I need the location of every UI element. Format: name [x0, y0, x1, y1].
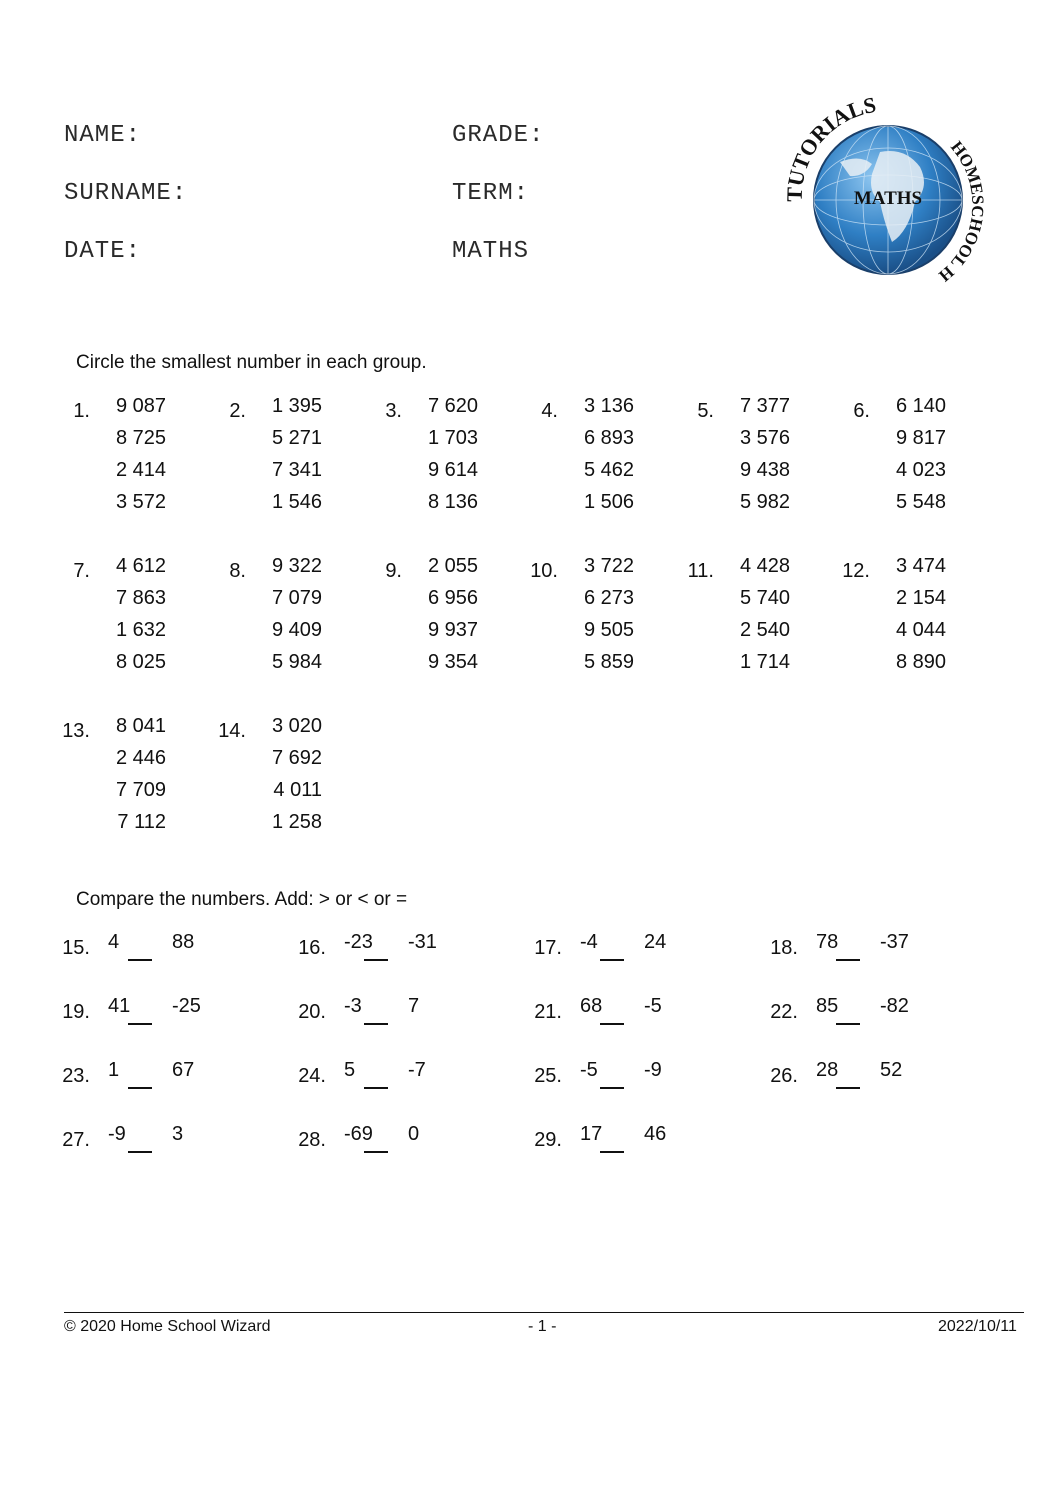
compare-item — [292, 1123, 492, 1163]
left-number: -5 — [580, 1059, 598, 1081]
number-group — [524, 394, 654, 524]
group-values — [96, 714, 166, 842]
question-number: 16. — [298, 937, 326, 959]
group-value[interactable]: 9 505 — [583, 619, 634, 641]
group-value[interactable]: 7 377 — [739, 395, 790, 417]
group-values — [876, 394, 946, 522]
question-number: 1. — [73, 400, 90, 422]
group-value[interactable]: 1 632 — [115, 619, 166, 641]
number-group — [368, 554, 498, 684]
group-values — [252, 714, 322, 842]
compare-item — [764, 1059, 964, 1099]
group-value[interactable]: 5 740 — [739, 587, 790, 609]
subject-label: MATHS — [452, 238, 530, 265]
footer-divider — [64, 1312, 1024, 1313]
group-value[interactable]: 7 112 — [117, 811, 166, 833]
group-values — [252, 394, 322, 522]
group-value[interactable]: 9 614 — [427, 459, 478, 481]
left-number: 85 — [816, 995, 839, 1017]
group-value[interactable]: 9 817 — [895, 427, 946, 449]
group-value[interactable]: 6 140 — [895, 395, 946, 417]
right-number: 52 — [880, 1059, 903, 1081]
group-values — [564, 554, 634, 682]
number-group — [212, 554, 342, 684]
footer-date: 2022/10/11 — [938, 1318, 1017, 1335]
answer-blank[interactable] — [128, 1087, 152, 1089]
group-values — [96, 394, 166, 522]
grade-label: GRADE: — [452, 122, 545, 149]
number-group — [680, 394, 810, 524]
group-values — [876, 554, 946, 682]
group-value[interactable]: 1 395 — [271, 395, 322, 417]
group-value[interactable]: 8 725 — [115, 427, 166, 449]
group-value[interactable]: 2 414 — [115, 459, 166, 481]
compare-item — [292, 931, 492, 971]
group-value[interactable]: 1 258 — [271, 811, 322, 833]
compare-item — [764, 995, 964, 1035]
number-group — [212, 394, 342, 524]
question-number: 21. — [534, 1001, 562, 1023]
circle-instruction: Circle the smallest number in each group. — [76, 352, 427, 373]
group-value[interactable]: 8 025 — [115, 651, 166, 673]
group-value[interactable]: 5 982 — [739, 491, 790, 513]
question-number: 26. — [770, 1065, 798, 1087]
right-number: 0 — [408, 1123, 420, 1145]
svg-text:MATHS: MATHS — [853, 188, 923, 209]
footer-copyright: © 2020 Home School Wizard — [64, 1318, 271, 1335]
answer-blank[interactable] — [364, 1087, 388, 1089]
answer-blank[interactable] — [836, 1087, 860, 1089]
left-number: -9 — [108, 1123, 126, 1145]
question-number: 14. — [218, 720, 246, 742]
group-value[interactable]: 4 428 — [739, 555, 790, 577]
group-value[interactable]: 2 154 — [895, 587, 946, 609]
right-number: 67 — [172, 1059, 195, 1081]
group-value[interactable]: 6 956 — [427, 587, 478, 609]
answer-blank[interactable] — [364, 1151, 388, 1153]
left-number: -4 — [580, 931, 598, 953]
question-number: 18. — [770, 937, 798, 959]
question-number: 28. — [298, 1129, 326, 1151]
left-number: -69 — [344, 1123, 373, 1145]
number-group — [836, 554, 966, 684]
answer-blank[interactable] — [600, 1023, 624, 1025]
compare-item — [292, 1059, 492, 1099]
right-number: 88 — [172, 931, 195, 953]
group-value[interactable]: 2 446 — [115, 747, 166, 769]
left-number: 17 — [580, 1123, 603, 1145]
right-number: -31 — [408, 931, 437, 953]
left-number: 68 — [580, 995, 603, 1017]
svg-text:HOMESCHOOL HERO: HOMESCHOOL H — [935, 137, 988, 286]
question-number: 19. — [62, 1001, 90, 1023]
group-value[interactable]: 7 692 — [271, 747, 322, 769]
group-value[interactable]: 9 937 — [427, 619, 478, 641]
question-number: 25. — [534, 1065, 562, 1087]
group-value[interactable]: 1 546 — [271, 491, 322, 513]
compare-instruction: Compare the numbers. Add: > or < or = — [76, 889, 408, 910]
svg-text:TUTORIALS: TUTORIALS — [781, 92, 879, 203]
answer-blank[interactable] — [600, 1087, 624, 1089]
group-value[interactable]: 1 506 — [583, 491, 634, 513]
group-value[interactable]: 2 055 — [427, 555, 478, 577]
compare-item — [56, 995, 256, 1035]
question-number: 22. — [770, 1001, 798, 1023]
left-number: -23 — [344, 931, 373, 953]
compare-item — [56, 1123, 256, 1163]
right-number: 3 — [172, 1123, 184, 1145]
question-number: 23. — [62, 1065, 90, 1087]
right-number: -5 — [644, 995, 662, 1017]
answer-blank[interactable] — [836, 1023, 860, 1025]
date-label: DATE: — [64, 238, 142, 265]
question-number: 24. — [298, 1065, 326, 1087]
group-value[interactable]: 4 011 — [273, 779, 322, 801]
question-number: 27. — [62, 1129, 90, 1151]
left-number: 5 — [344, 1059, 356, 1081]
question-number: 5. — [697, 400, 714, 422]
group-value[interactable]: 3 722 — [583, 555, 634, 577]
group-value[interactable]: 3 136 — [583, 395, 634, 417]
left-number: 1 — [108, 1059, 120, 1081]
group-value[interactable]: 9 322 — [271, 555, 322, 577]
right-number: 46 — [644, 1123, 667, 1145]
number-group — [368, 394, 498, 524]
answer-blank[interactable] — [128, 1023, 152, 1025]
answer-blank[interactable] — [364, 1023, 388, 1025]
question-number: 15. — [62, 937, 90, 959]
group-values — [252, 554, 322, 682]
group-value[interactable]: 4 044 — [895, 619, 946, 641]
question-number: 4. — [541, 400, 558, 422]
group-value[interactable]: 9 087 — [115, 395, 166, 417]
group-value[interactable]: 8 041 — [115, 715, 166, 737]
question-number: 12. — [842, 560, 870, 582]
group-value[interactable]: 7 341 — [271, 459, 322, 481]
answer-blank[interactable] — [364, 959, 388, 961]
group-value[interactable]: 9 438 — [739, 459, 790, 481]
compare-item — [56, 1059, 256, 1099]
group-value[interactable]: 7 863 — [115, 587, 166, 609]
question-number: 6. — [853, 400, 870, 422]
answer-blank[interactable] — [128, 959, 152, 961]
group-value[interactable]: 5 462 — [583, 459, 634, 481]
left-number: 28 — [816, 1059, 839, 1081]
group-value[interactable]: 6 273 — [583, 587, 634, 609]
question-number: 7. — [73, 560, 90, 582]
group-value[interactable]: 7 079 — [271, 587, 322, 609]
group-value[interactable]: 3 474 — [895, 555, 946, 577]
number-group — [524, 554, 654, 684]
group-value[interactable]: 5 984 — [271, 651, 322, 673]
footer-page-number: - 1 - — [528, 1318, 557, 1335]
group-value[interactable]: 7 709 — [115, 779, 166, 801]
group-values — [96, 554, 166, 682]
question-number: 8. — [229, 560, 246, 582]
group-value[interactable]: 1 714 — [739, 651, 790, 673]
compare-item — [528, 995, 728, 1035]
question-number: 29. — [534, 1129, 562, 1151]
number-group — [56, 394, 186, 524]
group-value[interactable]: 5 859 — [583, 651, 634, 673]
answer-blank[interactable] — [600, 959, 624, 961]
group-value[interactable]: 8 890 — [895, 651, 946, 673]
homeschool-hero-logo — [780, 92, 995, 307]
group-value[interactable]: 5 271 — [271, 427, 322, 449]
question-number: 2. — [229, 400, 246, 422]
group-value[interactable]: 3 572 — [115, 491, 166, 513]
question-number: 3. — [385, 400, 402, 422]
compare-item — [56, 931, 256, 971]
left-number: 78 — [816, 931, 839, 953]
compare-item — [292, 995, 492, 1035]
question-number: 11. — [687, 560, 714, 582]
question-number: 10. — [530, 560, 558, 582]
group-value[interactable]: 3 576 — [739, 427, 790, 449]
group-values — [720, 394, 790, 522]
group-value[interactable]: 9 354 — [427, 651, 478, 673]
answer-blank[interactable] — [600, 1151, 624, 1153]
group-value[interactable]: 1 703 — [427, 427, 478, 449]
number-group — [56, 714, 186, 844]
number-group — [56, 554, 186, 684]
right-number: -82 — [880, 995, 909, 1017]
group-values — [408, 394, 478, 522]
number-group — [680, 554, 810, 684]
name-label: NAME: — [64, 122, 142, 149]
compare-item — [764, 931, 964, 971]
group-value[interactable]: 6 893 — [583, 427, 634, 449]
question-number: 20. — [298, 1001, 326, 1023]
group-values — [564, 394, 634, 522]
compare-item — [528, 931, 728, 971]
right-number: -25 — [172, 995, 201, 1017]
compare-item — [528, 1123, 728, 1163]
number-group — [836, 394, 966, 524]
group-values — [408, 554, 478, 682]
left-number: -3 — [344, 995, 362, 1017]
question-number: 13. — [62, 720, 90, 742]
left-number: 41 — [108, 995, 131, 1017]
term-label: TERM: — [452, 180, 530, 207]
right-number: 7 — [408, 995, 420, 1017]
compare-item — [528, 1059, 728, 1099]
group-value[interactable]: 3 020 — [271, 715, 322, 737]
group-value[interactable]: 4 023 — [895, 459, 946, 481]
right-number: 24 — [644, 931, 667, 953]
question-number: 9. — [385, 560, 402, 582]
right-number: -9 — [644, 1059, 662, 1081]
group-value[interactable]: 7 620 — [427, 395, 478, 417]
right-number: -7 — [408, 1059, 426, 1081]
right-number: -37 — [880, 931, 909, 953]
group-values — [720, 554, 790, 682]
left-number: 4 — [108, 931, 120, 953]
group-value[interactable]: 8 136 — [427, 491, 478, 513]
group-value[interactable]: 9 409 — [271, 619, 322, 641]
number-group — [212, 714, 342, 844]
answer-blank[interactable] — [128, 1151, 152, 1153]
surname-label: SURNAME: — [64, 180, 188, 207]
group-value[interactable]: 4 612 — [115, 555, 166, 577]
answer-blank[interactable] — [836, 959, 860, 961]
group-value[interactable]: 2 540 — [739, 619, 790, 641]
group-value[interactable]: 5 548 — [895, 491, 946, 513]
question-number: 17. — [534, 937, 562, 959]
